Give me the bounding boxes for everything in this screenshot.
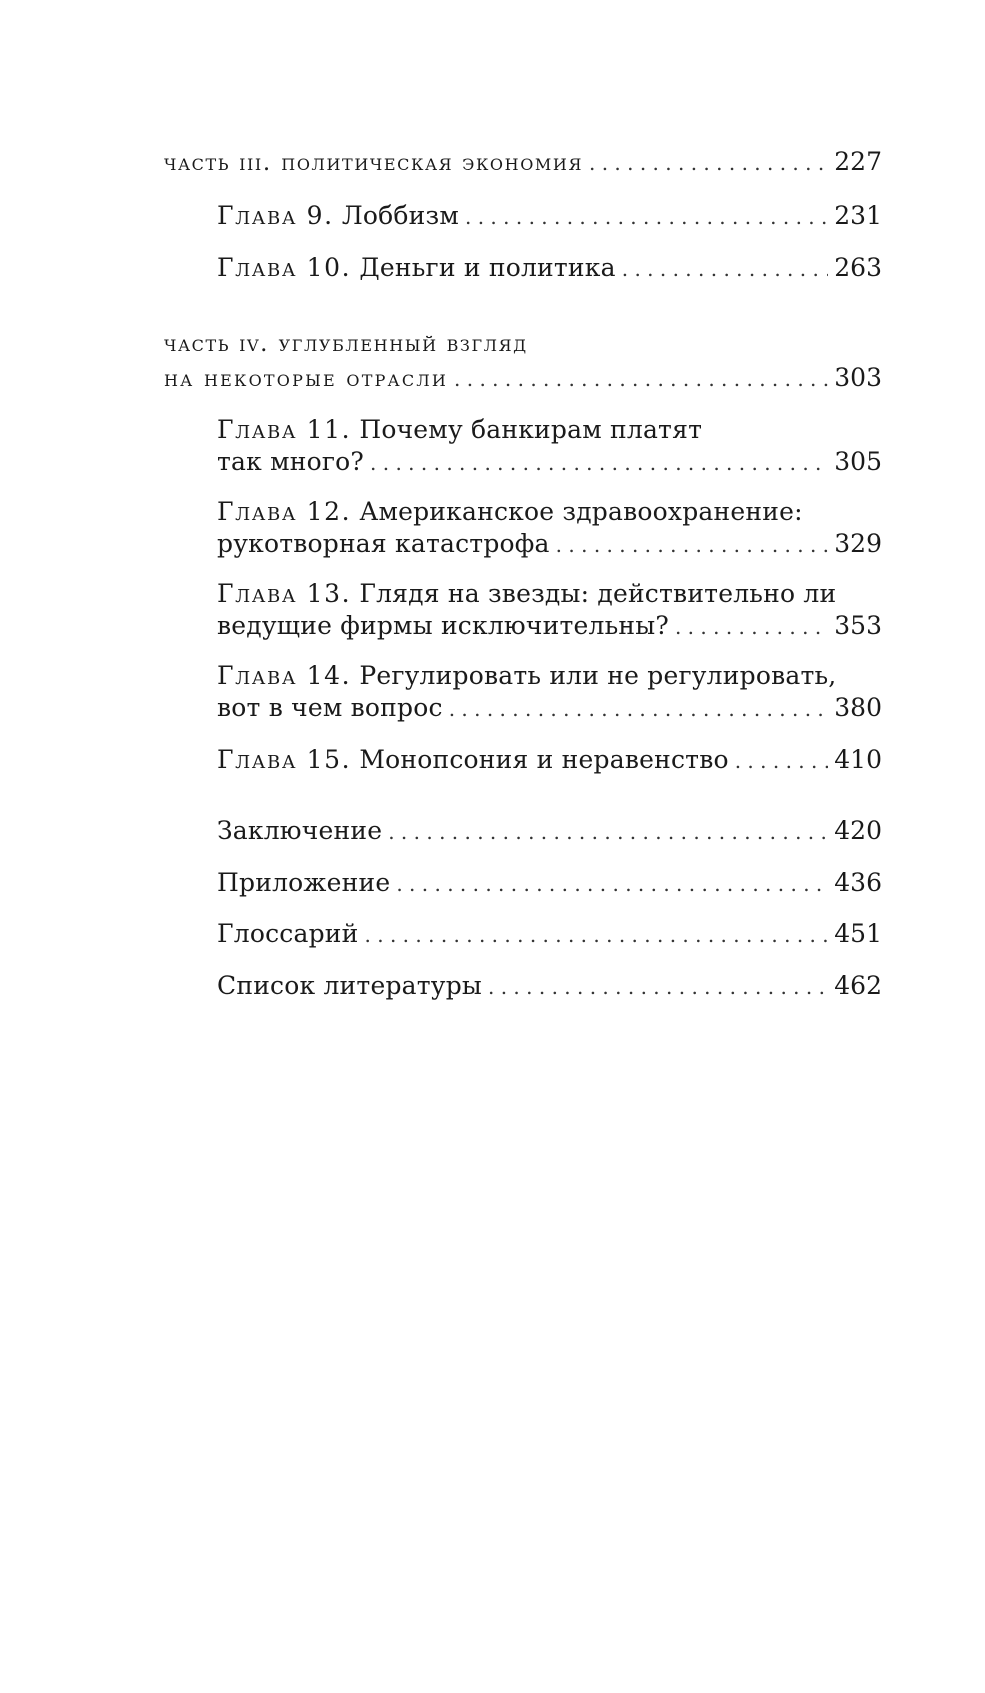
chapter-label: Глава 14. <box>217 661 352 690</box>
page-number: 380 <box>834 693 882 722</box>
page-number: 329 <box>834 529 882 558</box>
chapter-title-line-1: Глядя на звезды: действительно ли <box>359 579 837 608</box>
page-number: 462 <box>834 971 882 1000</box>
part-4-heading <box>164 328 528 360</box>
toc-entry-chapter-15[interactable] <box>217 744 882 776</box>
page-number: 410 <box>834 745 882 774</box>
page-number: 436 <box>834 868 882 897</box>
page-number: 227 <box>834 147 882 176</box>
toc-entry-part-4-line-2[interactable] <box>164 362 882 394</box>
chapter-9-heading <box>217 200 459 232</box>
part-3-heading <box>164 147 583 179</box>
toc-entry-chapter-11-line-2[interactable] <box>217 446 882 478</box>
chapter-title-line-1: Регулировать или не регулировать, <box>359 661 837 690</box>
part-3-title: политическая экономия <box>281 150 583 176</box>
toc-entry-chapter-9[interactable] <box>217 200 882 232</box>
part-4-label: часть iv. <box>164 331 270 357</box>
chapter-title-line-2: рукотворная катастрофа <box>217 529 550 558</box>
chapter-label: Глава 15. <box>217 745 352 774</box>
chapter-label: Глава 11. <box>217 415 352 444</box>
chapter-title-line-2: вот в чем вопрос <box>217 693 443 722</box>
page-number: 420 <box>834 816 882 845</box>
chapter-label: Глава 12. <box>217 497 352 526</box>
dot-leader <box>589 147 828 179</box>
chapter-title: Монопсония и неравенство <box>359 745 729 774</box>
chapter-title-line-2: так много? <box>217 447 365 476</box>
chapter-title: Деньги и политика <box>359 253 616 282</box>
dot-leader <box>675 611 828 643</box>
conclusion-title: Заключение <box>217 816 383 845</box>
chapter-11-heading <box>217 414 702 446</box>
page-number: 303 <box>834 363 882 392</box>
chapter-10-heading <box>217 252 616 284</box>
dot-leader <box>396 868 828 900</box>
page-number: 231 <box>834 201 882 230</box>
dot-leader <box>449 693 829 725</box>
chapter-12-heading <box>217 496 803 528</box>
chapter-title-line-1: Американское здравоохранение: <box>359 497 803 526</box>
page-number: 305 <box>834 447 882 476</box>
part-3-label: часть iii. <box>164 150 272 176</box>
dot-leader <box>370 447 828 479</box>
chapter-title-line-2: ведущие фирмы исключительны? <box>217 611 669 640</box>
page-number: 263 <box>834 253 882 282</box>
chapter-label: Глава 13. <box>217 579 352 608</box>
appendix-title: Приложение <box>217 868 391 897</box>
toc-entry-chapter-11-line-1[interactable] <box>217 414 882 446</box>
toc-entry-conclusion[interactable] <box>217 815 882 847</box>
dot-leader <box>488 971 828 1003</box>
dot-leader <box>454 363 828 395</box>
toc-entry-part-4-line-1[interactable] <box>164 328 882 360</box>
toc-entry-chapter-13-line-2[interactable] <box>217 610 882 642</box>
toc-entry-chapter-14-line-1[interactable] <box>217 660 882 692</box>
chapter-title: Лоббизм <box>341 201 459 230</box>
dot-leader <box>735 745 829 777</box>
chapter-label: Глава 10. <box>217 253 352 282</box>
references-title: Список литературы <box>217 971 482 1000</box>
dot-leader <box>465 201 828 233</box>
part-4-title-line-1: углубленный взгляд <box>278 331 528 357</box>
toc-entry-chapter-14-line-2[interactable] <box>217 692 882 724</box>
toc-entry-references[interactable] <box>217 970 882 1002</box>
chapter-15-heading <box>217 744 729 776</box>
page-number: 353 <box>834 611 882 640</box>
toc-entry-chapter-12-line-1[interactable] <box>217 496 882 528</box>
dot-leader <box>365 919 829 951</box>
part-4-title-line-2: на некоторые отрасли <box>164 366 449 392</box>
toc-entry-glossary[interactable] <box>217 918 882 950</box>
chapter-14-heading <box>217 660 836 692</box>
toc-entry-chapter-13-line-1[interactable] <box>217 578 882 610</box>
glossary-title: Глоссарий <box>217 919 359 948</box>
dot-leader <box>622 253 829 285</box>
toc-entry-appendix[interactable] <box>217 867 882 899</box>
toc-entry-chapter-10[interactable] <box>217 252 882 284</box>
chapter-label: Глава 9. <box>217 201 334 230</box>
chapter-13-heading <box>217 578 836 610</box>
toc-entry-chapter-12-line-2[interactable] <box>217 528 882 560</box>
toc-entry-part-3[interactable] <box>164 146 882 178</box>
chapter-title-line-1: Почему банкирам платят <box>359 415 703 444</box>
dot-leader <box>388 816 828 848</box>
dot-leader <box>556 529 829 561</box>
page-number: 451 <box>834 919 882 948</box>
